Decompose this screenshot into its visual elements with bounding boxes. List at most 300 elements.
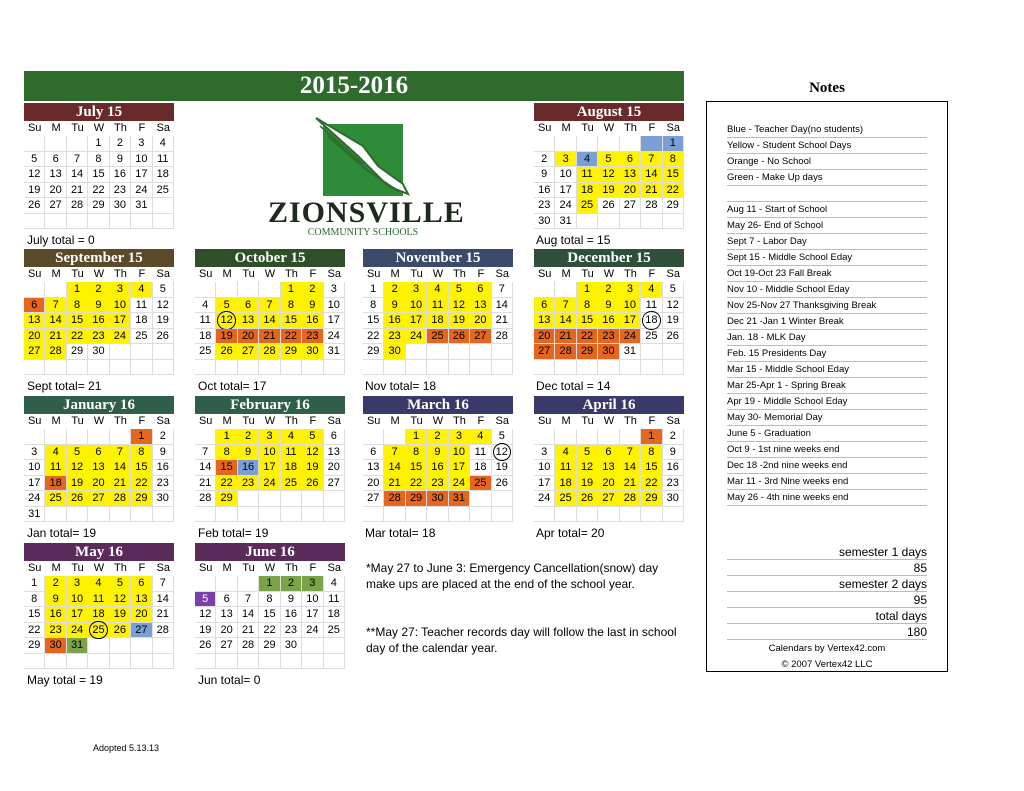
day-cell <box>195 429 216 445</box>
day-cell: 14 <box>110 460 131 476</box>
day-cell: 15 <box>663 167 684 183</box>
month-march <box>363 396 513 522</box>
day-cell: 24 <box>67 623 88 639</box>
day-cell: 21 <box>492 313 513 329</box>
day-cell: 20 <box>45 183 66 199</box>
day-cell: 28 <box>153 623 174 639</box>
day-cell <box>110 344 131 360</box>
day-cell: 19 <box>67 476 88 492</box>
day-cell <box>67 136 88 152</box>
note-item: Sept 15 - Middle School Eday <box>727 250 927 266</box>
day-cell: 11 <box>45 460 66 476</box>
day-cell: 9 <box>663 445 684 461</box>
day-cell: 23 <box>153 476 174 492</box>
day-cell: 22 <box>216 476 237 492</box>
day-cell: 3 <box>406 282 427 298</box>
note-item: Dec 21 -Jan 1 Winter Break <box>727 314 927 330</box>
day-cell <box>302 654 323 670</box>
day-cell: 29 <box>131 491 152 507</box>
day-cell: 29 <box>281 344 302 360</box>
day-cell: 25 <box>641 329 662 345</box>
day-cell: 3 <box>24 445 45 461</box>
weekday-label: Th <box>449 267 470 282</box>
day-cell: 15 <box>363 313 384 329</box>
day-cell: 30 <box>110 198 131 214</box>
day-cell: 17 <box>24 476 45 492</box>
day-cell: 3 <box>110 282 131 298</box>
day-cell: 21 <box>153 607 174 623</box>
note-item: June 5 - Graduation <box>727 426 927 442</box>
day-cell: 24 <box>131 183 152 199</box>
day-cell: 7 <box>555 298 576 314</box>
month-grid <box>195 267 345 375</box>
day-cell: 20 <box>216 623 237 639</box>
day-cell <box>555 360 576 376</box>
month-november <box>363 249 513 375</box>
day-cell: 3 <box>534 445 555 461</box>
day-cell <box>131 638 152 654</box>
note-item: Oct 9 - 1st nine weeks end <box>727 442 927 458</box>
day-cell: 14 <box>45 313 66 329</box>
day-cell: 24 <box>302 623 323 639</box>
day-cell <box>363 507 384 523</box>
day-cell: 4 <box>555 445 576 461</box>
day-cell: 16 <box>302 313 323 329</box>
weekday-label: Su <box>24 414 45 429</box>
day-cell <box>259 507 280 523</box>
day-cell: 18 <box>641 313 662 329</box>
total-november: Nov total= 18 <box>365 379 437 393</box>
day-cell: 11 <box>153 152 174 168</box>
day-cell: 10 <box>449 445 470 461</box>
day-cell <box>555 136 576 152</box>
day-cell: 26 <box>24 198 45 214</box>
day-cell: 27 <box>88 491 109 507</box>
day-cell <box>131 214 152 230</box>
day-cell: 17 <box>302 607 323 623</box>
day-cell <box>363 429 384 445</box>
day-cell: 25 <box>324 623 345 639</box>
day-cell: 7 <box>492 282 513 298</box>
day-cell: 28 <box>195 491 216 507</box>
day-cell: 26 <box>153 329 174 345</box>
weekday-label: Sa <box>324 561 345 576</box>
weekday-label: Tu <box>577 121 598 136</box>
day-cell <box>534 136 555 152</box>
weekday-label: W <box>598 267 619 282</box>
day-cell: 13 <box>470 298 491 314</box>
weekday-label: Th <box>449 414 470 429</box>
day-cell: 28 <box>110 491 131 507</box>
day-cell: 6 <box>131 576 152 592</box>
day-cell <box>45 360 66 376</box>
day-cell: 12 <box>663 298 684 314</box>
weekday-label: Sa <box>663 414 684 429</box>
day-cell: 9 <box>153 445 174 461</box>
day-cell: 7 <box>384 445 405 461</box>
day-cell <box>131 360 152 376</box>
day-cell <box>281 654 302 670</box>
day-cell <box>470 360 491 376</box>
day-cell: 16 <box>238 460 259 476</box>
month-grid <box>24 414 174 522</box>
day-cell: 19 <box>216 329 237 345</box>
day-cell: 24 <box>259 476 280 492</box>
day-cell: 10 <box>324 298 345 314</box>
day-cell <box>663 344 684 360</box>
day-cell: 6 <box>534 298 555 314</box>
day-cell: 9 <box>238 445 259 461</box>
day-cell <box>641 360 662 376</box>
day-cell: 3 <box>620 282 641 298</box>
weekday-label: Tu <box>577 414 598 429</box>
weekday-label: Tu <box>67 121 88 136</box>
month-october <box>195 249 345 375</box>
day-cell: 3 <box>555 152 576 168</box>
day-cell: 31 <box>449 491 470 507</box>
day-cell: 7 <box>195 445 216 461</box>
day-cell: 11 <box>281 445 302 461</box>
day-cell: 28 <box>492 329 513 345</box>
weekday-label: F <box>302 267 323 282</box>
day-cell: 20 <box>598 476 619 492</box>
day-cell: 2 <box>663 429 684 445</box>
day-cell <box>427 360 448 376</box>
day-cell <box>24 360 45 376</box>
weekday-label: W <box>598 121 619 136</box>
day-cell <box>45 282 66 298</box>
day-cell: 24 <box>620 329 641 345</box>
day-cell <box>384 429 405 445</box>
day-cell: 30 <box>88 344 109 360</box>
day-cell: 15 <box>577 313 598 329</box>
day-cell <box>24 136 45 152</box>
note-item: Green - Make Up days <box>727 170 927 186</box>
day-cell: 31 <box>67 638 88 654</box>
day-cell: 25 <box>281 476 302 492</box>
day-cell: 19 <box>449 313 470 329</box>
day-cell: 3 <box>324 282 345 298</box>
day-cell: 18 <box>281 460 302 476</box>
day-cell: 10 <box>555 167 576 183</box>
day-cell <box>153 198 174 214</box>
day-cell: 21 <box>67 183 88 199</box>
day-cell: 10 <box>24 460 45 476</box>
weekday-label: M <box>384 267 405 282</box>
day-cell: 18 <box>45 476 66 492</box>
day-cell: 4 <box>324 576 345 592</box>
day-cell <box>577 360 598 376</box>
day-cell <box>492 491 513 507</box>
day-cell: 1 <box>216 429 237 445</box>
note-item: Aug 11 - Start of School <box>727 202 927 218</box>
day-cell <box>24 282 45 298</box>
day-cell: 5 <box>598 152 619 168</box>
day-cell <box>281 491 302 507</box>
weekday-label: Tu <box>238 414 259 429</box>
day-cell: 10 <box>259 445 280 461</box>
day-cell: 22 <box>577 329 598 345</box>
day-cell: 13 <box>620 167 641 183</box>
month-header: June 16 <box>195 543 345 561</box>
day-cell: 6 <box>324 429 345 445</box>
day-cell: 16 <box>534 183 555 199</box>
day-cell: 13 <box>45 167 66 183</box>
semester2-value: 95 <box>727 592 927 608</box>
day-cell: 4 <box>131 282 152 298</box>
day-cell: 26 <box>663 329 684 345</box>
day-cell: 20 <box>363 476 384 492</box>
day-cell: 6 <box>470 282 491 298</box>
weekday-label: W <box>88 267 109 282</box>
day-cell: 21 <box>620 476 641 492</box>
month-header: April 16 <box>534 396 684 414</box>
day-cell: 24 <box>449 476 470 492</box>
day-cell <box>302 638 323 654</box>
day-cell <box>45 507 66 523</box>
day-cell: 15 <box>216 460 237 476</box>
weekday-label: Sa <box>153 414 174 429</box>
day-cell <box>153 638 174 654</box>
day-cell: 7 <box>259 298 280 314</box>
day-cell: 14 <box>259 313 280 329</box>
day-cell: 22 <box>24 623 45 639</box>
day-cell: 25 <box>470 476 491 492</box>
day-cell: 25 <box>153 183 174 199</box>
day-cell: 27 <box>470 329 491 345</box>
total-december: Dec total = 14 <box>536 379 611 393</box>
weekday-label: W <box>88 414 109 429</box>
day-cell: 31 <box>620 344 641 360</box>
day-cell <box>577 429 598 445</box>
day-cell: 9 <box>88 298 109 314</box>
weekday-label: W <box>88 561 109 576</box>
day-cell: 22 <box>363 329 384 345</box>
day-cell: 24 <box>324 329 345 345</box>
day-cell: 7 <box>641 152 662 168</box>
note-item: Orange - No School <box>727 154 927 170</box>
adopted-date: Adopted 5.13.13 <box>93 743 160 753</box>
day-cell: 17 <box>259 460 280 476</box>
day-cell: 8 <box>406 445 427 461</box>
day-cell: 6 <box>620 152 641 168</box>
month-grid <box>534 414 684 522</box>
day-cell <box>534 507 555 523</box>
note-item: Nov 25-Nov 27 Thanksgiving Break <box>727 298 927 314</box>
month-july <box>24 103 174 229</box>
day-cell: 6 <box>238 298 259 314</box>
day-cell: 11 <box>88 592 109 608</box>
day-cell <box>598 507 619 523</box>
day-cell <box>259 491 280 507</box>
day-cell <box>88 507 109 523</box>
day-cell <box>88 360 109 376</box>
day-cell: 19 <box>302 460 323 476</box>
note-item: Oct 19-Oct 23 Fall Break <box>727 266 927 282</box>
day-cell <box>324 654 345 670</box>
day-cell <box>88 654 109 670</box>
day-cell: 21 <box>384 476 405 492</box>
weekday-label: M <box>45 561 66 576</box>
day-cell <box>641 136 662 152</box>
day-cell: 28 <box>45 344 66 360</box>
day-cell: 23 <box>384 329 405 345</box>
day-cell: 12 <box>449 298 470 314</box>
day-cell <box>238 282 259 298</box>
weekday-label: W <box>88 121 109 136</box>
day-cell <box>238 360 259 376</box>
footnote-snow-days: *May 27 to June 3: Emergency Cancellation(snow) day make ups are placed at the end of the school year. <box>366 561 659 591</box>
day-cell: 24 <box>110 329 131 345</box>
day-cell: 23 <box>598 329 619 345</box>
day-cell: 8 <box>67 298 88 314</box>
day-cell: 14 <box>641 167 662 183</box>
day-cell: 12 <box>195 607 216 623</box>
day-cell: 29 <box>88 198 109 214</box>
weekday-label: Th <box>110 414 131 429</box>
day-cell: 16 <box>45 607 66 623</box>
day-cell <box>238 491 259 507</box>
day-cell: 7 <box>153 576 174 592</box>
day-cell <box>641 507 662 523</box>
day-cell <box>216 282 237 298</box>
day-cell <box>67 429 88 445</box>
day-cell <box>555 282 576 298</box>
day-cell: 9 <box>534 167 555 183</box>
day-cell <box>641 344 662 360</box>
month-grid <box>195 414 345 522</box>
day-cell: 5 <box>110 576 131 592</box>
day-cell: 12 <box>577 460 598 476</box>
day-cell: 5 <box>449 282 470 298</box>
day-cell: 25 <box>427 329 448 345</box>
day-cell: 2 <box>238 429 259 445</box>
day-cell: 30 <box>663 491 684 507</box>
day-cell: 23 <box>110 183 131 199</box>
day-cell <box>598 136 619 152</box>
day-cell: 4 <box>470 429 491 445</box>
day-cell <box>110 360 131 376</box>
day-cell: 8 <box>259 592 280 608</box>
weekday-label: F <box>641 267 662 282</box>
day-cell: 8 <box>363 298 384 314</box>
day-cell: 12 <box>492 445 513 461</box>
day-cell <box>598 360 619 376</box>
day-cell <box>110 429 131 445</box>
month-grid <box>24 561 174 669</box>
day-cell <box>555 429 576 445</box>
total-days-value: 180 <box>727 624 927 640</box>
day-cell: 1 <box>663 136 684 152</box>
day-cell <box>620 429 641 445</box>
day-cell: 9 <box>598 298 619 314</box>
day-cell: 22 <box>259 623 280 639</box>
day-cell: 24 <box>406 329 427 345</box>
day-cell: 9 <box>427 445 448 461</box>
day-cell: 19 <box>492 460 513 476</box>
day-cell: 28 <box>641 198 662 214</box>
day-cell: 15 <box>24 607 45 623</box>
day-cell: 21 <box>45 329 66 345</box>
day-cell: 5 <box>24 152 45 168</box>
day-cell <box>110 214 131 230</box>
day-cell <box>598 214 619 230</box>
weekday-label: F <box>641 121 662 136</box>
day-cell: 8 <box>641 445 662 461</box>
day-cell: 8 <box>281 298 302 314</box>
weekday-label: W <box>598 414 619 429</box>
day-cell: 12 <box>24 167 45 183</box>
weekday-label: Tu <box>406 414 427 429</box>
day-cell: 23 <box>88 329 109 345</box>
day-cell: 8 <box>663 152 684 168</box>
day-cell: 7 <box>45 298 66 314</box>
day-cell <box>449 360 470 376</box>
day-cell <box>620 136 641 152</box>
weekday-label: Sa <box>663 121 684 136</box>
day-cell: 22 <box>88 183 109 199</box>
day-cell: 1 <box>131 429 152 445</box>
month-august <box>534 103 684 229</box>
note-item: Apr 19 - Middle School Eday <box>727 394 927 410</box>
day-cell: 24 <box>24 491 45 507</box>
note-item: Yellow - Student School Days <box>727 138 927 154</box>
day-cell: 23 <box>302 329 323 345</box>
day-cell <box>195 576 216 592</box>
month-header: August 15 <box>534 103 684 121</box>
day-cell: 21 <box>110 476 131 492</box>
month-february <box>195 396 345 522</box>
weekday-label: Sa <box>324 414 345 429</box>
weekday-label: Th <box>110 121 131 136</box>
weekday-label: Th <box>620 267 641 282</box>
note-item: Dec 18 -2nd nine weeks end <box>727 458 927 474</box>
day-cell <box>620 507 641 523</box>
day-cell: 5 <box>577 445 598 461</box>
day-cell: 7 <box>238 592 259 608</box>
total-october: Oct total= 17 <box>198 379 267 393</box>
day-cell: 8 <box>88 152 109 168</box>
day-cell: 16 <box>384 313 405 329</box>
day-cell: 10 <box>67 592 88 608</box>
total-april: Apr total= 20 <box>536 526 605 540</box>
weekday-label: F <box>302 414 323 429</box>
day-cell: 5 <box>195 592 216 608</box>
day-cell <box>406 344 427 360</box>
total-june: Jun total= 0 <box>198 673 261 687</box>
day-cell <box>534 429 555 445</box>
day-cell <box>281 507 302 523</box>
day-cell: 13 <box>534 313 555 329</box>
day-cell: 30 <box>427 491 448 507</box>
day-cell: 14 <box>384 460 405 476</box>
day-cell: 31 <box>24 507 45 523</box>
day-cell: 16 <box>281 607 302 623</box>
logo-subtitle: COMMUNITY SCHOOLS <box>307 227 419 238</box>
day-cell: 22 <box>67 329 88 345</box>
day-cell <box>67 360 88 376</box>
day-cell <box>577 507 598 523</box>
day-cell: 4 <box>281 429 302 445</box>
day-cell <box>302 507 323 523</box>
month-header: December 15 <box>534 249 684 267</box>
day-cell <box>259 360 280 376</box>
day-cell <box>492 360 513 376</box>
day-cell: 15 <box>641 460 662 476</box>
day-cell: 25 <box>45 491 66 507</box>
weekday-label: Su <box>24 561 45 576</box>
weekday-label: Tu <box>238 561 259 576</box>
